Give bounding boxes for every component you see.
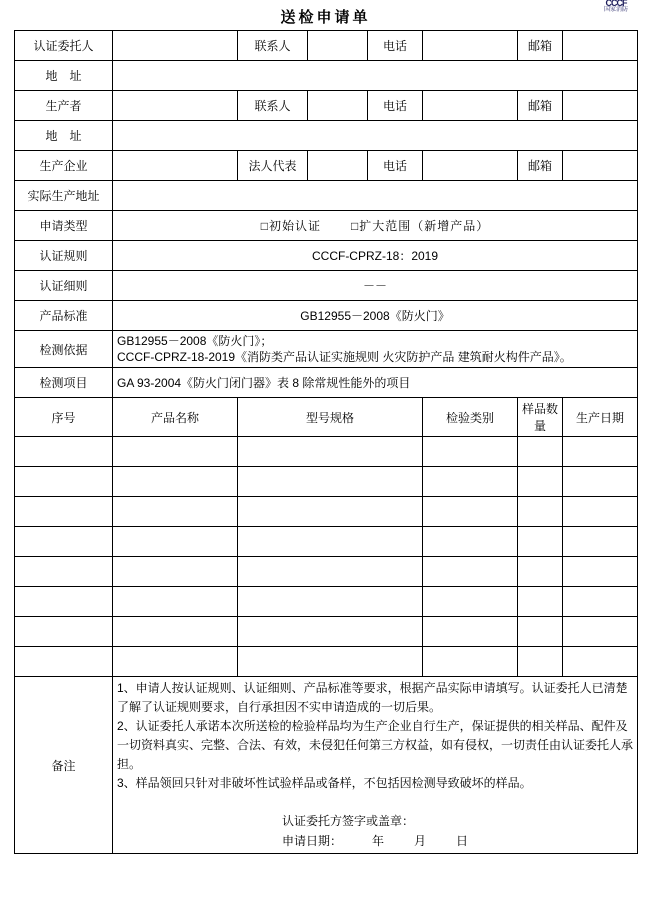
table-row (15, 91, 638, 121)
label-client-address: 地 址 (15, 61, 113, 91)
input-producer-name[interactable] (113, 91, 238, 121)
table-row (15, 557, 638, 587)
cell-index[interactable] (15, 557, 113, 587)
cell-sample-qty[interactable] (518, 467, 563, 497)
input-producer-contact[interactable] (308, 91, 368, 121)
table-row (15, 61, 638, 91)
cell-product-name[interactable] (113, 527, 238, 557)
input-client-address[interactable] (113, 61, 638, 91)
table-row (15, 587, 638, 617)
cell-test-category[interactable] (423, 437, 518, 467)
column-header-index: 序号 (15, 398, 113, 437)
date-year-label[interactable]: 年 (371, 834, 384, 848)
table-row (15, 241, 638, 271)
label-client-contact: 联系人 (238, 31, 308, 61)
cell-production-date[interactable] (563, 617, 638, 647)
cell-model-spec[interactable] (238, 527, 423, 557)
cell-sample-qty[interactable] (518, 497, 563, 527)
cell-model-spec[interactable] (238, 647, 423, 677)
application-form-table (14, 30, 638, 854)
logo-mark-text: CCCF (605, 0, 627, 8)
remark-item-1: 1、申请人按认证规则、认证细则、产品标准等要求，根据产品实际申请填写。认证委托人已清楚了解了认证规则要求，自行承担因不实申请造成的一切后果。 (117, 681, 628, 714)
label-producer-phone: 电话 (368, 91, 423, 121)
table-row (15, 497, 638, 527)
value-test-item: GA 93-2004《防火门闭门器》表 8 除常规性能外的项目 (113, 368, 638, 398)
table-row (15, 617, 638, 647)
cell-sample-qty[interactable] (518, 437, 563, 467)
table-row (15, 368, 638, 398)
cell-model-spec[interactable] (238, 617, 423, 647)
cell-index[interactable] (15, 647, 113, 677)
cell-product-name[interactable] (113, 647, 238, 677)
cell-model-spec[interactable] (238, 497, 423, 527)
table-row (15, 301, 638, 331)
checkbox-scope-expansion[interactable]: □扩大范围（新增产品） (351, 219, 490, 233)
value-test-basis (113, 331, 638, 368)
label-factory: 生产企业 (15, 151, 113, 181)
label-cert-rule: 认证规则 (15, 241, 113, 271)
cccf-logo (599, 0, 633, 22)
cell-production-date[interactable] (563, 467, 638, 497)
cell-index[interactable] (15, 497, 113, 527)
value-cert-detail: －－ (113, 271, 638, 301)
cell-test-category[interactable] (423, 497, 518, 527)
label-producer-email: 邮箱 (518, 91, 563, 121)
input-factory-name[interactable] (113, 151, 238, 181)
cell-test-category[interactable] (423, 587, 518, 617)
remark-item-2: 2、认证委托人承诺本次所送检的检验样品均为生产企业自行生产，保证提供的相关样品、配件及一切资料真实、完整、合法、有效，未侵犯任何第三方权益，如有侵权，一切责任由认证委托人承担。 (117, 719, 634, 771)
cell-product-name[interactable] (113, 497, 238, 527)
table-row (15, 151, 638, 181)
cell-model-spec[interactable] (238, 587, 423, 617)
cell-production-date[interactable] (563, 497, 638, 527)
label-factory-email: 邮箱 (518, 151, 563, 181)
cell-test-category[interactable] (423, 467, 518, 497)
items-table-header-row (15, 398, 638, 437)
column-header-model-spec: 型号规格 (238, 398, 423, 437)
cell-test-category[interactable] (423, 647, 518, 677)
test-basis-line-1: GB12955－2008《防火门》； (117, 334, 273, 348)
input-client-contact[interactable] (308, 31, 368, 61)
label-actual-address: 实际生产地址 (15, 181, 113, 211)
cell-product-name[interactable] (113, 587, 238, 617)
cell-sample-qty[interactable] (518, 587, 563, 617)
date-day-label[interactable]: 日 (456, 834, 469, 848)
remark-content (113, 677, 638, 854)
remark-item-3: 3、样品领回只针对非破坏性试验样品或备样，不包括因检测导致破坏的样品。 (117, 776, 532, 790)
table-row (15, 527, 638, 557)
cell-sample-qty[interactable] (518, 557, 563, 587)
input-factory-phone[interactable] (423, 151, 518, 181)
label-factory-phone: 电话 (368, 151, 423, 181)
table-row (15, 181, 638, 211)
label-factory-legal-rep: 法人代表 (238, 151, 308, 181)
value-product-standard: GB12955－2008《防火门》 (113, 301, 638, 331)
cell-index[interactable] (15, 617, 113, 647)
input-actual-address[interactable] (113, 181, 638, 211)
table-row (15, 211, 638, 241)
label-cert-detail: 认证细则 (15, 271, 113, 301)
label-client-email: 邮箱 (518, 31, 563, 61)
cell-model-spec[interactable] (238, 467, 423, 497)
table-row (15, 647, 638, 677)
cell-production-date[interactable] (563, 587, 638, 617)
label-client-phone: 电话 (368, 31, 423, 61)
input-client-name[interactable] (113, 31, 238, 61)
input-producer-phone[interactable] (423, 91, 518, 121)
table-row (15, 271, 638, 301)
column-header-test-category: 检验类别 (423, 398, 518, 437)
document-header (0, 0, 651, 30)
value-cert-rule: CCCF-CPRZ-18：2019 (113, 241, 638, 271)
cell-sample-qty[interactable] (518, 617, 563, 647)
table-row (15, 467, 638, 497)
apply-type-options (113, 211, 638, 241)
cell-index[interactable] (15, 467, 113, 497)
test-basis-line-2: CCCF-CPRZ-18-2019《消防类产品认证实施规则 火灾防护产品 建筑耐火构件产品》。 (117, 350, 572, 364)
application-date-line (282, 831, 468, 851)
label-producer-address: 地 址 (15, 121, 113, 151)
cell-index[interactable] (15, 437, 113, 467)
cell-production-date[interactable] (563, 557, 638, 587)
cell-test-category[interactable] (423, 557, 518, 587)
input-factory-email[interactable] (563, 151, 638, 181)
label-test-basis: 检测依据 (15, 331, 113, 368)
cell-production-date[interactable] (563, 437, 638, 467)
table-row (15, 437, 638, 467)
cell-product-name[interactable] (113, 557, 238, 587)
input-producer-email[interactable] (563, 91, 638, 121)
column-header-product-name: 产品名称 (113, 398, 238, 437)
cell-index[interactable] (15, 587, 113, 617)
cell-production-date[interactable] (563, 527, 638, 557)
column-header-sample-qty: 样品数量 (518, 398, 563, 437)
cell-product-name[interactable] (113, 617, 238, 647)
date-month-label[interactable]: 月 (414, 834, 427, 848)
input-factory-legal-rep[interactable] (308, 151, 368, 181)
input-client-phone[interactable] (423, 31, 518, 61)
label-producer-contact: 联系人 (238, 91, 308, 121)
label-apply-type: 申请类型 (15, 211, 113, 241)
column-header-production-date: 生产日期 (563, 398, 638, 437)
cell-production-date[interactable] (563, 647, 638, 677)
cell-model-spec[interactable] (238, 437, 423, 467)
cell-sample-qty[interactable] (518, 647, 563, 677)
table-row (15, 121, 638, 151)
page-title: 送检申请单 (280, 9, 371, 26)
cell-product-name[interactable] (113, 437, 238, 467)
table-row (15, 31, 638, 61)
logo-sub-text: 国家消防 (603, 7, 628, 13)
signature-block (117, 811, 633, 851)
input-client-email[interactable] (563, 31, 638, 61)
cell-product-name[interactable] (113, 467, 238, 497)
checkbox-initial-certification[interactable]: □初始认证 (260, 219, 321, 233)
table-row (15, 331, 638, 368)
label-product-standard: 产品标准 (15, 301, 113, 331)
label-remark: 备注 (15, 677, 113, 854)
signature-label: 认证委托方签字或盖章： (281, 814, 414, 828)
remark-row (15, 677, 638, 854)
label-test-item: 检测项目 (15, 368, 113, 398)
cell-test-category[interactable] (423, 527, 518, 557)
application-date-label: 申请日期： (281, 834, 342, 848)
label-client: 认证委托人 (15, 31, 113, 61)
cell-sample-qty[interactable] (518, 527, 563, 557)
input-producer-address[interactable] (113, 121, 638, 151)
cell-test-category[interactable] (423, 617, 518, 647)
cell-model-spec[interactable] (238, 557, 423, 587)
cell-index[interactable] (15, 527, 113, 557)
label-producer: 生产者 (15, 91, 113, 121)
